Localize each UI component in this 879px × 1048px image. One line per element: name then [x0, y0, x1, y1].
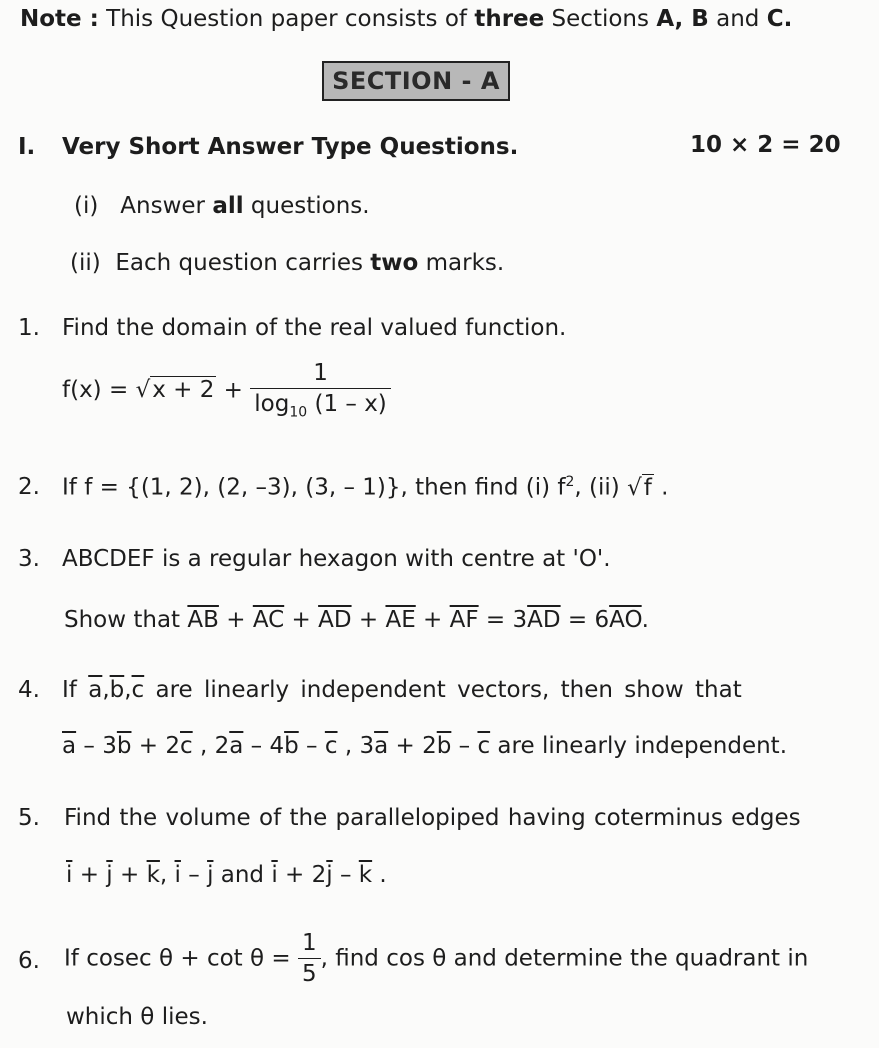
question-3-text: ABCDEF is a regular hexagon with centre at 'O'. — [62, 546, 611, 572]
question-6-text: If cosec θ + cot θ = $\frac{1}{5}$ , find cos θ and determine the quadrant in — [64, 930, 809, 987]
question-2-number: 2. — [18, 474, 40, 500]
question-3-number: 3. — [18, 546, 40, 572]
section-a-heading: SECTION - A — [322, 61, 510, 101]
fraction: $\frac{1}{\log_{10} (1 - x)}$ — [250, 360, 391, 421]
instruction-1: (i) Answer all questions. — [74, 193, 370, 219]
question-1-text: Find the domain of the real valued function. — [62, 315, 567, 341]
question-1-number: 1. — [18, 315, 40, 341]
question-3-vector-equation: Show that $\overline{AB} + \overline{AC} + \overline{AD} + \overline{AE} + \overline{AF} = 3\overline{AD} = 6\overline{AO}$. — [64, 607, 649, 633]
question-6-number: 6. — [18, 948, 40, 974]
note-label: Note : — [20, 6, 99, 32]
sqrt-expression: √x + 2 — [135, 377, 215, 404]
note-line: Note : This Question paper consists of three Sections A, B and C. — [20, 6, 793, 32]
part-title: Very Short Answer Type Questions. — [62, 134, 519, 160]
question-5-edges: $\overline{i} + \overline{j} + \overline{k}$, $\overline{i} - \overline{j}$ and $\overline{i} + 2\overline{j} - \overline{k}$ . — [66, 862, 387, 888]
instruction-2: (ii) Each question carries two marks. — [70, 250, 505, 276]
question-4-text: If $\overline{a},\overline{b},\overline{c}$ are linearly independent vectors, then show that — [62, 677, 742, 703]
part-marks: 10 × 2 = 20 — [690, 132, 841, 158]
question-6-continuation: which θ lies. — [66, 1004, 208, 1030]
fraction: $\frac{1}{5}$ — [298, 930, 321, 987]
question-1-formula: f(x) = √x + 2 + $\frac{1}{\log_{10} (1 - x)}$ — [62, 360, 391, 421]
part-roman-numeral: I. — [18, 134, 36, 160]
question-5-text: Find the volume of the parallelopiped having coterminus edges — [64, 805, 801, 831]
question-4-expression: $\overline{a} - 3\overline{b} + 2\overline{c}$ , $2\overline{a} - 4\overline{b} - \overline{c}$ , $3\overline{a} + 2\overline{b} - \overline{c}$ are linearly independent. — [62, 733, 788, 759]
question-2-text: If f = {(1, 2), (2, –3), (3, – 1)}, then find (i) $f^2$, (ii) √f . — [62, 474, 669, 501]
question-5-number: 5. — [18, 805, 40, 831]
question-4-number: 4. — [18, 677, 40, 703]
